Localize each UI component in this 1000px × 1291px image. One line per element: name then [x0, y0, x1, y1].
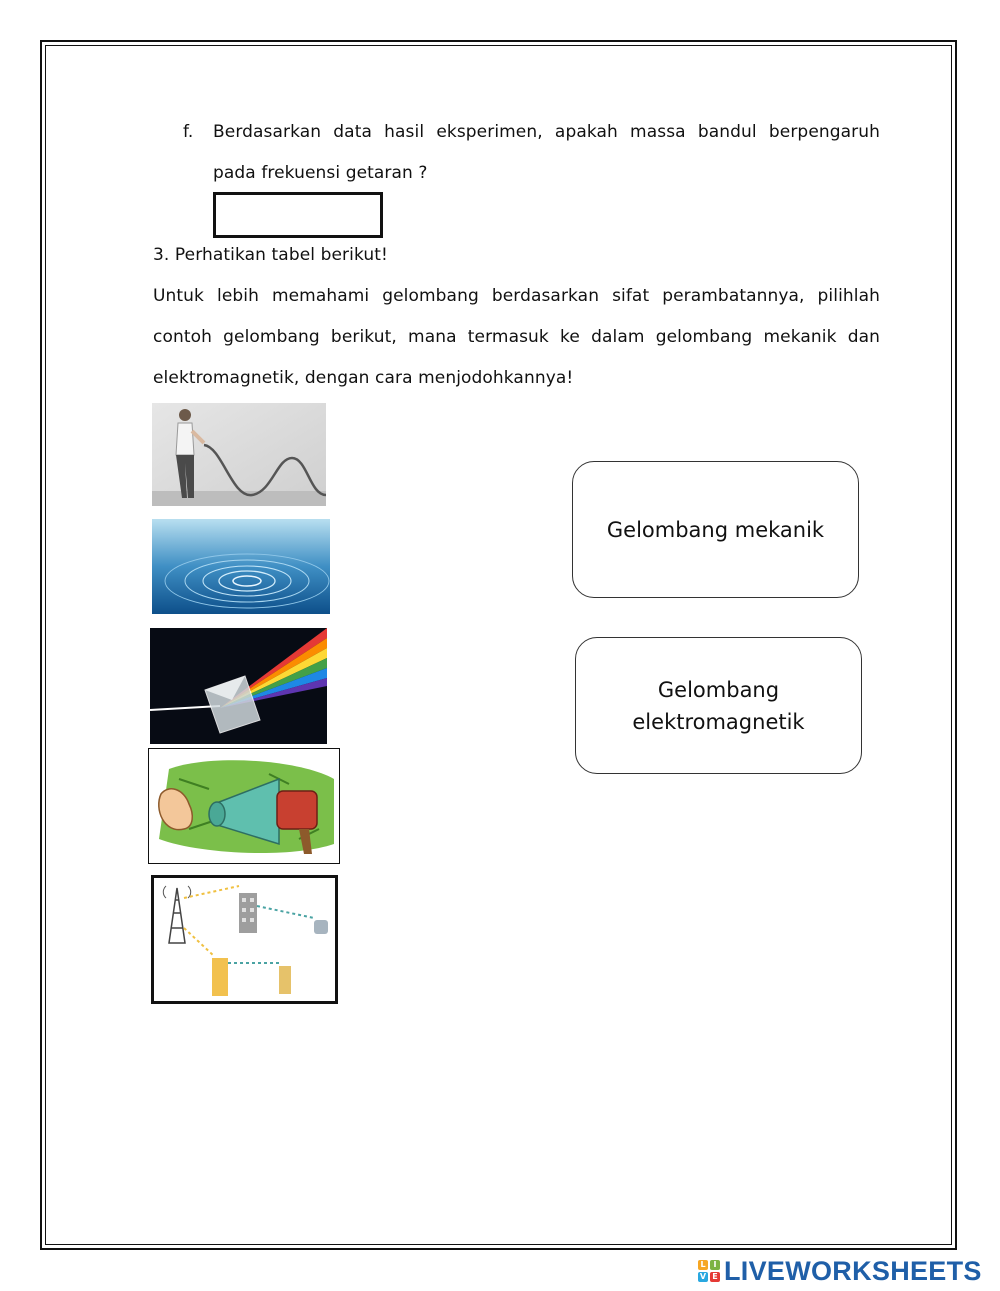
signal-tower-image[interactable]: [151, 875, 338, 1004]
question-f-line2: pada frekuensi getaran ?: [213, 163, 428, 183]
logo-mark-icon: [698, 1260, 720, 1282]
target-electromagnetic-label-line1: Gelombang: [657, 677, 780, 702]
answer-input-box[interactable]: [213, 192, 383, 238]
water-ripple-image[interactable]: [152, 519, 330, 614]
question-f-marker: f.: [183, 122, 194, 142]
target-mechanical-wave[interactable]: [572, 461, 859, 598]
question-3-line2: contoh gelombang berikut, mana termasuk ke dalam gelombang mekanik dan: [153, 327, 880, 347]
liveworksheets-logo: [698, 1256, 982, 1286]
prism-light-image[interactable]: [150, 628, 327, 744]
target-mechanical-label: Gelombang mekanik: [606, 517, 825, 542]
megaphone-ear-image[interactable]: [148, 748, 340, 864]
question-3-title: 3. Perhatikan tabel berikut!: [153, 245, 388, 265]
target-electromagnetic-label-line2: elektromagnetik: [632, 709, 805, 734]
question-3-line3: elektromagnetik, dengan cara menjodohkannya!: [153, 368, 574, 388]
rope-wave-image[interactable]: [152, 403, 326, 506]
question-f-line1: Berdasarkan data hasil eksperimen, apakah massa bandul berpengaruh: [213, 122, 880, 142]
logo-text: LIVEWORKSHEETS: [724, 1255, 982, 1286]
logo-mark-e: E: [710, 1272, 720, 1282]
question-3-line1: Untuk lebih memahami gelombang berdasarkan sifat perambatannya, pilihlah: [153, 286, 880, 306]
target-electromagnetic-wave[interactable]: [575, 637, 862, 774]
logo-mark-i: I: [710, 1260, 720, 1270]
logo-mark-l: L: [698, 1260, 708, 1270]
logo-mark-v: V: [699, 1272, 707, 1281]
